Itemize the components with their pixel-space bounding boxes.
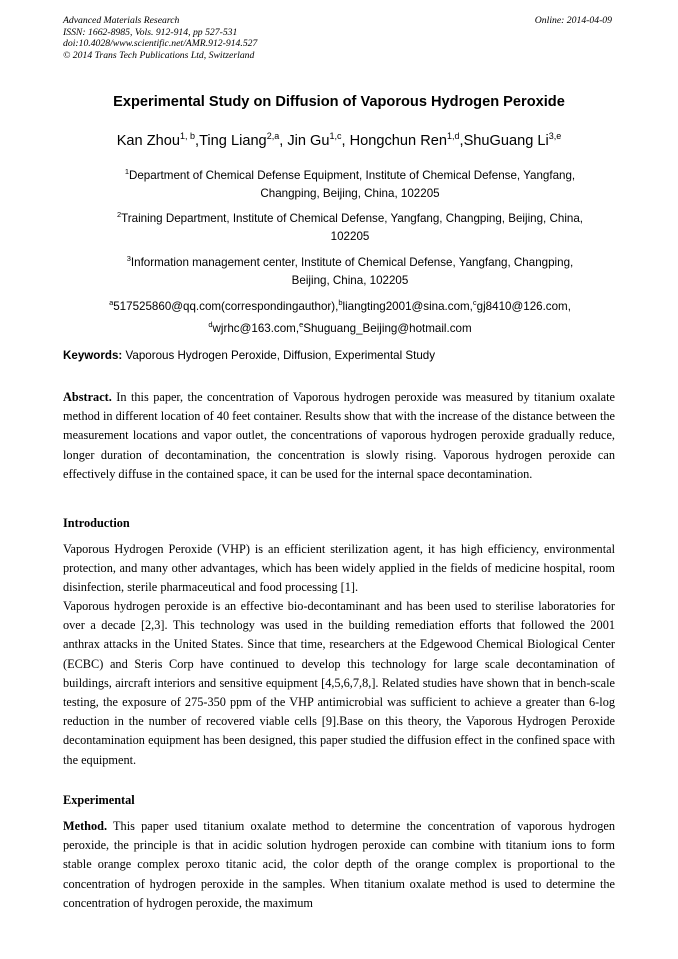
method-label: Method. [63, 819, 108, 833]
author-emails [60, 294, 620, 338]
affiliation-line: Department of Chemical Defense Equipment, Institute of Chemical Defense, Yangfang, [128, 168, 576, 182]
email-sup: c [472, 298, 477, 307]
email-link[interactable]: wjrhc@163.com, [212, 321, 300, 335]
email-link[interactable]: liangting2001@sina.com, [342, 299, 473, 313]
affiliation-line: Training Department, Institute of Chemical Defense, Yangfang, Changping, Beijing, China, [121, 211, 584, 225]
method-paragraph [63, 817, 615, 913]
author-name: Hongchun Ren [349, 132, 447, 149]
affiliation-sup: 1 [124, 167, 129, 176]
issn-line: ISSN: 1662-8985, Vols. 912-914, pp 527-531 [63, 26, 238, 38]
affiliation-3 [90, 250, 610, 291]
page-header [63, 15, 612, 61]
author-name: Kan Zhou [116, 132, 180, 149]
keywords-text: Vaporous Hydrogen Peroxide, Diffusion, Experimental Study [122, 349, 436, 362]
author-sup: 1,d [447, 131, 460, 141]
keywords-line [63, 349, 623, 362]
email-link[interactable]: gj8410@126.com, [476, 299, 571, 313]
affiliation-2 [90, 206, 610, 247]
abstract-label: Abstract. [63, 390, 112, 404]
author-name: Ting Liang [199, 132, 267, 149]
affiliation-line: Changping, Beijing, China, 102205 [260, 187, 440, 201]
affiliation-1 [90, 163, 610, 204]
author-sup: 1, b [179, 131, 195, 141]
citation-block [63, 15, 612, 61]
abstract-text: In this paper, the concentration of Vaporous hydrogen peroxide was measured by titanium oxalate method in different location of 40 feet container. Results show that with the increase of the distance between the measurement locations and vapor outlet, the concentrations of vaporous hydrogen peroxide gradually reduce, longer duration of decontamination, the concentration is slowly rising. Vaporous hydrogen peroxide can effectively diffuse in the contained space, it can be used for the internal space decontamination. [63, 390, 615, 481]
email-link[interactable]: Shuguang_Beijing@hotmail.com [303, 321, 472, 335]
introduction-heading: Introduction [63, 516, 130, 530]
author-sup: 3,e [548, 131, 562, 141]
online-date: Online: 2014-04-09 [534, 15, 612, 26]
copyright-line: © 2014 Trans Tech Publications Ltd, Switzerland [63, 49, 255, 61]
doi-line: doi:10.4028/www.scientific.net/AMR.912-914.527 [63, 38, 258, 49]
keywords-label: Keywords: [63, 349, 123, 362]
email-sup: a [109, 298, 114, 307]
affiliation-line: Information management center, Institute of Chemical Defense, Yangfang, Changping, [130, 255, 574, 269]
email-sup: e [299, 319, 304, 329]
affiliation-line: 102205 [330, 230, 370, 244]
author-sup: 2,a [266, 131, 280, 141]
email-sup: d [208, 319, 213, 329]
author-list: Kan Zhou$^{1, b}$,Ting Liang$^{2,a}$, Jin Gu$^{1,c}$, Hongchun Ren$^{1,d}$,ShuGuang Li$^{3,e}$ [116, 131, 562, 149]
affiliation-sup: 3 [126, 254, 131, 263]
author-sup: 1,c [329, 131, 342, 141]
author-name: Jin Gu [287, 132, 330, 149]
journal-name: Advanced Materials Research [63, 15, 180, 26]
email-sup: b [338, 298, 343, 307]
author-name: ShuGuang Li [463, 132, 549, 149]
paper-title: Experimental Study on Diffusion of Vaporous Hydrogen Peroxide [113, 94, 565, 110]
experimental-heading: Experimental [63, 793, 135, 807]
affiliation-line: Beijing, China, 102205 [291, 274, 409, 288]
email-link[interactable]: 517525860@qq.com(correspondingauthor), [113, 299, 339, 313]
introduction-paragraph-1: Vaporous Hydrogen Peroxide (VHP) is an efficient sterilization agent, it has high efficiency, environmental protection, and many other advantages, which has been widely applied in the fields of medicine hospital, room disinfection, sterile pharmaceutical and food processing [1]. [63, 542, 615, 595]
abstract-paragraph [63, 388, 615, 484]
affiliation-sup: 2 [116, 210, 122, 219]
introduction-paragraph-2: Vaporous hydrogen peroxide is an effective bio-decontaminant and has been used to sterilise laboratories for over a decade [2,3]. This technology was used in the building remediation efforts that followed the 2001 anthrax attacks in the United States. Since that time, researchers at the Edgewood Chemical Biological Center (ECBC) and Steris Corp have continued to develop this technology for large scale decontamination of buildings, aircraft interiors and sensitive equipment [4,5,6,7,8,]. Related studies have shown that in bench-scale testing, the exposure of 275-350 ppm of the VHP antimicrobial was sufficient to achieve a greater than 6-log reduction in the number of recovered viable cells [9].Base on this theory, the Vaporous Hydrogen Peroxide decontamination equipment has been designed, this paper studied the diffusion effect in the confined space with the equipment. [63, 599, 615, 767]
method-text: This paper used titanium oxalate method to determine the concentration of vaporous hydrogen peroxide, the principle is that in acidic solution hydrogen peroxide can combine with titanium ions to form stable orange complex peroxo titanic acid, the color depth of the orange complex is proportional to the concentration of hydrogen peroxide in the samples. When titanium oxalate method is used to determine the concentration of hydrogen peroxide, the maximum [63, 819, 615, 910]
